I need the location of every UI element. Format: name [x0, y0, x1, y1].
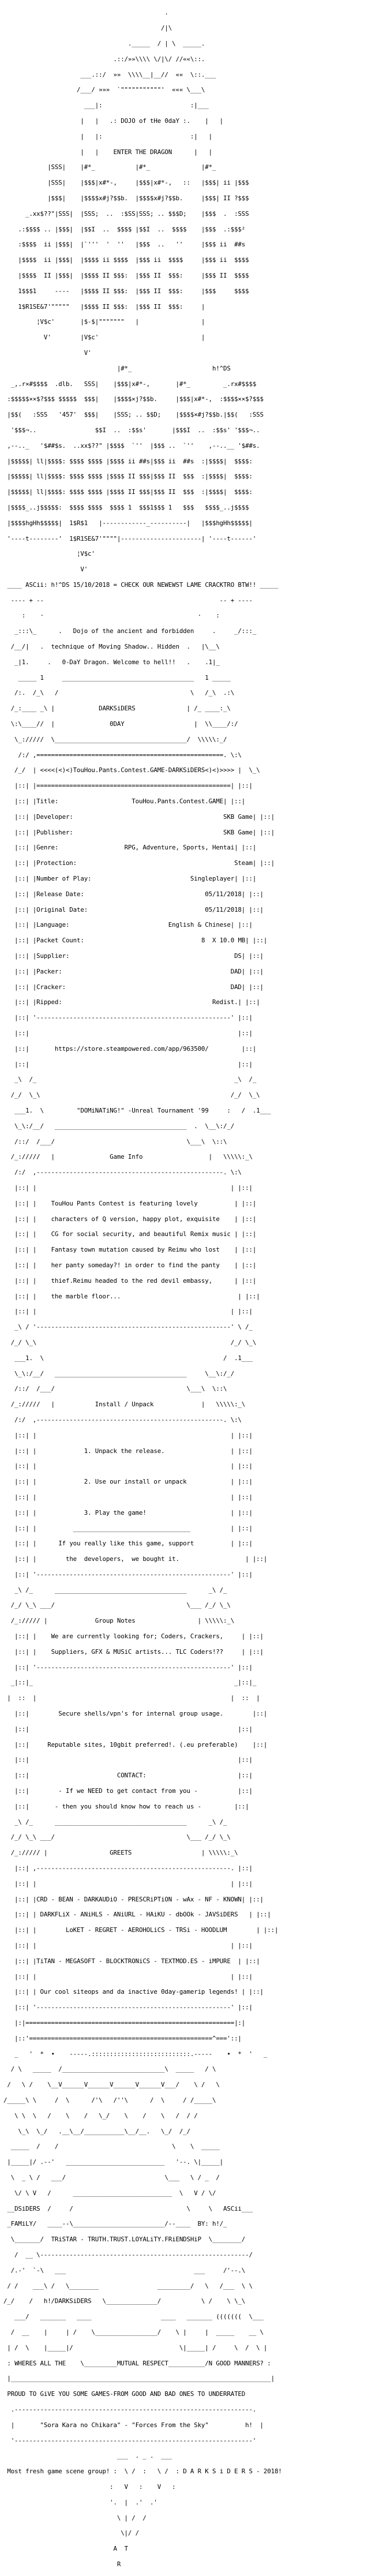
- info-value-3: RPG, Adventure, Sports, Hentai: [124, 844, 235, 852]
- game-info-line-4: her panty someday?! in order to find the panty: [51, 1261, 220, 1269]
- info-value-8: English & Chinese: [168, 921, 231, 929]
- enter-dragon: ENTER THE DRAGON: [113, 148, 172, 156]
- info-value-0: TouHou.Pants.Contest.GAME: [132, 797, 224, 806]
- group-notes-line-1: We are currently looking for; Coders, Crackers,: [51, 1633, 224, 1641]
- greets-line-1: CRD - BEAN - DARKAUDiO - PRESCRiPTiON - wAx - NF - KNOWN: [36, 1895, 242, 1903]
- family-left: DSiDERS: [14, 2204, 40, 2212]
- group-notes-title: Group Notes: [95, 1617, 136, 1625]
- info-value-1: SKB Game: [223, 813, 253, 821]
- footer-left: Most fresh game scene group!: [7, 2468, 110, 2476]
- manners-left: WHERES ALL THE: [14, 2359, 66, 2367]
- tristar-line: TRiSTAR - TRUTH.TRUST.LOYALiTY.FRiENDSHiP: [51, 2236, 201, 2244]
- info-key-13: Ripped:: [36, 998, 62, 1006]
- greets-title: GREETS: [110, 1849, 132, 1857]
- group-subtitle: 0DAY: [110, 720, 125, 728]
- ascii-credit: ASCii: h!^DS 15/10/2018 = CHECK OUR NEWEWST LAME CRACKTRO BTW!!: [25, 581, 257, 589]
- info-value-7: 05/11/2018: [205, 905, 242, 913]
- group-notes-line-2: Suppliers, GFX & MUSiC artists... TLC Coders!??: [51, 1648, 224, 1656]
- info-key-5: Number of Play:: [36, 875, 92, 883]
- info-key-0: Title:: [36, 797, 59, 806]
- release-header: <<<<(<)<)TouHou.Pants.Contest.GAME-DARKSiDERS<)<)>>>>: [40, 766, 235, 774]
- info-value-13: Redist.: [212, 998, 238, 1006]
- signature-r: R: [117, 2560, 121, 2568]
- info-key-4: Protection:: [36, 859, 77, 867]
- contact-line-1: - If we NEED to get contact from you -: [58, 1787, 198, 1795]
- info-key-11: Packer:: [36, 967, 62, 975]
- nfo-document: . /|\ ._____ / | \ _____. .::/»»\\\\ \/|\/ //««\::. ___.::/ »» \\\\__|__// «« \::.___ /___/ »»» `"""""""""""' ««« \___\ ___|: :|___ | | .: DOJO of tHe 0daY :. | | | |: :| | | | ENTER THE DRAGON | | |SSS| |#*_ |#*_ |#*_ |SSS| |$$$|x#*-, |$$$|x#*-, :: |$$$| ii |$$$ |$$$| |$$$$x#j?$$b. |$$$$x#j?$$b. |$$$| II ?$$$ _.xx$??"|SSS| |SSS; .. :$SS|SSS; .. $$$D; |$$$ . :SSS .:$$$$ .. |$$$| |$$I .. $$$$ |$$I .. $$$$ |$$$ .:$$$² :$$$$ ii |$$$| |`''' ' '' |$$$ .. '' |$$$ ii ##s |$$$$ ii |$$$| |$$$$ ii $$$$ |$$$ ii $$$$ |$$$ ii $$$$ |$$$$ II |$$$| |$$$$ II $$$: |$$$ II $$$: |$$$ II $$$$ 1$$$1 ---- |$$$$ II $$$: |$$$ II $$$: |$$$ $$$$ 1$R1SE&7'""""" |$$$$ II $$$: |$$$ II $$$: | ¦V$c' |$-$|""""""" | | V' |V$c' | V' |#*_ h!^DS _,.r×#$$$$ .dlb. SSS| |$$$|x#*-, |#*_ _.rx#$$$$ :$$$$$××$?$$$ $$$$$ $$$| |$$$$×j?$$b. |$$$|x#*-, :$$$$××$?$$$ |$$( :SSS '457' $$$| |SSS; .. $$D; |$$$$×#j?$$b.|$$( :SSS '$$$¬.. $$I .. :$$s' |$$$I .. :$$s' '$$$¬.. ,--.._ '$##$s. ..xx$??" |$$$$ `'' |$$$ .. `'' ,--..__ '$##s. |$$$$$| ll|$$$$: $$$$ $$$$ |$$$$ ii ##s|$$$ ii ##s :|$$$$| $$$$: |$$$$$| ll|$$$$: $$$$ $$$$ |$$$$ II $$$|$$$ II $$$ :|$$$$| $$$$: |$$$$$| ll|$$$$: $$$$ $$$$ |$$$$ II $$$|$$$ II $$$ :|$$$$| $$$$: |$$$$_..j$$$$$: $$$$ $$$$ $$$$ 1 $$$1$$$ 1 $$$ $$$$_..j$$$$ |$$$$hgHh$$$$$| 1$R$1 |------------_----------| |$$$hgHh$$$$$| '----t--------' 1$R1SE&7'""""|----------------------| '----t------' ¦V$c' V' ____ ASCii: h!^DS 15/10/2018 = CHECK OUR NEWEWST LAME CRACKTRO BTW!! _____ ---- + -- -- + ---- : · · : _:::\_ . Dojo of the ancient and forbidden . _/:::_ /__/| . technique of Moving Shadow.. Hidden . |\__\ _|1. . 0-DaY Dragon. Welcome to hell!! . .1|_ _____ 1 ____________________________________ 1 _____ /:. /_\ / \ /_\ .:\ /_:____ _\ | DARKSiDERS | /_ ____:_\ \:\____// | 0DAY | \\____/:/ \_:///// \____________________________________/ \\\\\:_/ /:/ ,===================================================. \:\ /_/ | <<<<(<)<)TouHou.Pants.Contest.GAME-DARKSiDERS<)<)>>>> | \_\ |::| |=====================================================| |::| |::| |Title: TouHou.Pants.Contest.GAME| |::| |::| |Developer: SKB Game| |::| |::| |Publisher: SKB Game| |::| |::| |Genre: RPG, Adventure, Sports, Hentai| |::| |::| |Protection: Steam| |::| |::| |Number of Play: Singleplayer| |::| |::| |Release Date: 05/11/2018| |::| |::| |Original Date: 05/11/2018| |::| |::| |Language: English & Chinese| |::| |::| |Packet Count: 8 X 10.0 MB| |::| |::| |Supplier: DS| |::| |::| |Packer: DAD| |::| |::| |Cracker: DAD| |::| |::| |Ripped: Redist.| |::| |::| '-----------------------------------------------------' |::| |::| |::| |::| https://store.steampowered.com/app/963500/ |::| |::| |::| _\ /_ _\ /_ /_/ \_\ /_/ \_\ ___1. \ "DOMiNATiNG!" -Unreal Tournament '99 : / .1___ \_\:/__/ ____________________________________ . \__\:/_/ /::/ /___/ \___\ \::\ /_:///// | Game Info | \\\\\:_\ /:/ ,---------------------------------------------------. \:\ |::| | | |::| |::| | TouHou Pants Contest is featuring lovely | |::| |::| | characters of Q version, happy plot, exquisite | |::| |::| | CG for social security, and beautiful Remix music | |::| |::| | Fantasy town mutation caused by Reimu who lost | |::| |::| | her panty someday?! in order to find the panty | |::| |::| | thief.Reimu headed to the red devil embassy, | |::| |::| | the marble floor... | |::| |::| | | |::| _\ / '-----------------------------------------------------' \ /_ /_/ \_\ /_/ \_\ ___1. \ / .1___ \_\:/__/ ____________________________________ \__\:/_/ /::/ /___/ \___\ \::\ /_:///// | Install / Unpack | \\\\\:_\ /:/ ,---------------------------------------------------. \:\ |::| | | |::| |::| | 1. Unpack the release. | |::| |::| | | |::| |::| | 2. Use our install or unpack | |::| |::| | | |::| |::| | 3. Play the game! | |::| |::| | ________________________________ | |::| |::| | If you really like this game, support | |::| |::| | the developers, we bought it. | |::| |::| '-----------------------------------------------------' |::| _\ /_ ____________________________________ _\ /_ /_/ \_\ ___/ \___ /_/ \_\ /_:///// | Group Notes | \\\\\:_\ |::| | We are currently looking for; Coders, Crackers, | |::| |::| | Suppliers, GFX & MUSiC artists... TLC Coders!?? | |::| |::| '-----------------------------------------------------' |::| _|::|_ _|::|_ | :: | | :: | |::| Secure shells/vpn's for internal group usage. |::| |::| |::| |::| Reputable sites, 10gbit preferred!. (.eu preferable) |::| |::| |::| |::| CONTACT: |::| |::| - If we NEED to get contact from you - |::| |::| - then you should know how to reach us - |::| _\ /_ ____________________________________ _\ /_ /_/ \_\ ___/ \___ /_/ \_\ /_:///// | GREETS | \\\\\:_\ |::| ,-----------------------------------------------------. |::| |::| | | |::| |::| |CRD - BEAN - DARKAUDiO - PRESCRiPTiON - wAx - NF - KNOWN| |::| |::| | DARKFLiX - ANiHLS - ANiURL - HAiKU - dbOOk - JAVSiDERS | |::| |::| | LoKET - REGRET - AEROHOLiCS - TRSi - HOODLUM | |::| |::| | | |::| |::| |TiTAN - MEGASOFT - BLOCKTRONiCS - TEXTMOD.ES - iMPURE | |::| |::| | | |::| |::| | Our cool siteops and da inactive 0day-gamerip legends! | |::| |::| '-----------------------------------------------------' |::| |:|=========================================================|:| |::'==================================================^==='::| _ ' * • -----.:::::::::::::::::::::::::::.----- • * ' _ / \ _____ /____________________________\ _____ / \ / \ / \__V______V______V______V______V___/ \ / \ /_____\ \ / \ /'\ /''\ / \ / /_____\ \ \ \ / \ / \_/ \ / \ / / / \_\ \_/ .__\__/___________\__/__. \_/ /_/ _____ / / \ \ _____ |_____|/ .--' ___________________________ '--. \|_____| \ _ \ / ___/ \___ \ / _ / \/ \ V / ___________________________ \ V / \/ __DSiDERS / / \ \ ASCii___ _FAMiLY/ ____--\_________________________/--____ BY: h!/_ \_______/ TRiSTAR - TRUTH.TRUST.LOYALiTY.FRiENDSHiP \________/ / __ \---------------------------------------------------------/ /.-' `-\ ___ ___ /'--.\ / / ___\ / \________ _________/ \ /___ \ \ /_/ / h!/DARKSiDERS \______________/ \ / \ \_\ ___/ _______ ____ ____ _______ ((((((( \___ / __ | | / \_________________/ \ | | _____ __ \ | / \ |_____|/ \|_____| / \ / \ | : WHERES ALL THE \_________MUTUAL RESPECT__________/N GOOD MANNERS? : |_______________________________________________________________________| PROUD TO GiVE YOU SOME GAMES-FROM GOOD AND BAD ONES TO UNDERRATED .-----------------------------------------------------------------. | "Sora Kara no Chikara" - "Forces From the Sky" h! | '-----------------------------------------------------------------' ___ . _ . ___ Most fresh game scene group! : \ / : \ / : D A R K S i D E R S - 2018! : V : V : '. | .' .' \ | / / \|/ / A T R: [3, 9, 282, 2568]
- greets-line-2: DARKFLiX - ANiHLS - ANiURL - HAiKU - dbOOk - JAVSiDERS: [40, 1911, 238, 1919]
- family-right-2: BY: h!: [197, 2220, 220, 2228]
- info-value-2: SKB Game: [223, 828, 253, 836]
- support-line-2: the developers, we bought it.: [65, 1555, 179, 1563]
- install-step-1: 1. Unpack the release.: [84, 1447, 165, 1455]
- manners-right: N GOOD MANNERS?: [208, 2359, 264, 2367]
- intro-line-3: 0-DaY Dragon. Welcome to hell!!: [62, 658, 176, 666]
- group-name: DARKSiDERS: [99, 705, 136, 713]
- info-value-11: DAD: [230, 967, 242, 975]
- info-key-8: Language:: [36, 921, 70, 929]
- info-key-2: Publisher:: [36, 828, 73, 836]
- install-step-2: 2. Use our install or unpack: [84, 1478, 187, 1486]
- greets-footer: Our cool siteops and da inactive 0day-gamerip legends!: [40, 1988, 238, 1996]
- info-key-1: Developer:: [36, 813, 73, 821]
- dojo-title: DOJO of tHe 0daY: [121, 117, 179, 125]
- game-info-line-5: thief.Reimu headed to the red devil embassy,: [51, 1276, 212, 1285]
- signature: A T: [113, 2545, 128, 2553]
- family-left-2: FAMiLY: [10, 2220, 33, 2228]
- contact-line-2: - then you should know how to reach us -: [54, 1802, 201, 1810]
- info-value-10: DS: [234, 952, 242, 960]
- game-info-line-0: TouHou Pants Contest is featuring lovely: [51, 1199, 198, 1207]
- install-step-3: 3. Play the game!: [84, 1508, 147, 1517]
- info-key-12: Cracker:: [36, 983, 66, 991]
- info-value-9: 8 X 10.0 MB: [201, 937, 246, 945]
- info-key-10: Supplier:: [36, 952, 70, 960]
- sites-line: Reputable sites, 10gbit preferred!. (.eu preferable): [47, 1740, 238, 1748]
- greets-line-4: TiTAN - MEGASOFT - BLOCKTRONiCS - TEXTMOD.ES - iMPURE: [36, 1957, 231, 1965]
- game-info-line-2: CG for social security, and beautiful Remix music: [51, 1230, 231, 1238]
- support-line-1: If you really like this game, support: [58, 1540, 194, 1548]
- footer-right: D A R K S i D E R S - 2018!: [183, 2468, 282, 2476]
- quote: "DOMiNATiNG!" -Unreal Tournament '99: [77, 1106, 209, 1114]
- proud-line: PROUD TO GiVE YOU SOME GAMES-FROM GOOD AND BAD ONES TO UNDERRATED: [7, 2390, 246, 2398]
- game-info-line-1: characters of Q version, happy plot, exquisite: [51, 1215, 220, 1223]
- game-info-line-3: Fantasy town mutation caused by Reimu who lost: [51, 1246, 220, 1254]
- store-link[interactable]: https://store.steampowered.com/app/963500/: [54, 1044, 209, 1053]
- family-right: ASCii: [223, 2204, 242, 2212]
- info-key-3: Genre:: [36, 844, 59, 852]
- intro-line-1: Dojo of the ancient and forbidden: [73, 627, 194, 635]
- game-info-line-6: the marble floor...: [51, 1292, 121, 1300]
- hds-darksiders: h!/DARKSiDERS: [43, 2297, 92, 2305]
- game-info-title: Game Info: [110, 1153, 143, 1161]
- sora-line: "Sora Kara no Chikara" - "Forces From the Sky": [40, 2421, 209, 2429]
- contact-label: CONTACT:: [117, 1772, 147, 1780]
- info-value-12: DAD: [230, 983, 242, 991]
- sora-signature: h!: [245, 2421, 253, 2429]
- info-key-6: Release Date:: [36, 890, 84, 898]
- shells-line: Secure shells/vpn's for internal group usage.: [58, 1710, 224, 1718]
- info-key-7: Original Date:: [36, 905, 88, 913]
- info-value-6: 05/11/2018: [205, 890, 242, 898]
- install-title: Install / Unpack: [95, 1401, 154, 1409]
- manners-mid: MUTUAL RESPECT: [117, 2359, 168, 2367]
- info-value-4: Steam: [234, 859, 253, 867]
- info-value-5: Singleplayer: [190, 875, 235, 883]
- info-key-9: Packet Count:: [36, 937, 84, 945]
- greets-line-3: LoKET - REGRET - AEROHOLiCS - TRSi - HOODLUM: [65, 1926, 227, 1934]
- intro-line-2: technique of Moving Shadow.. Hidden: [51, 643, 179, 651]
